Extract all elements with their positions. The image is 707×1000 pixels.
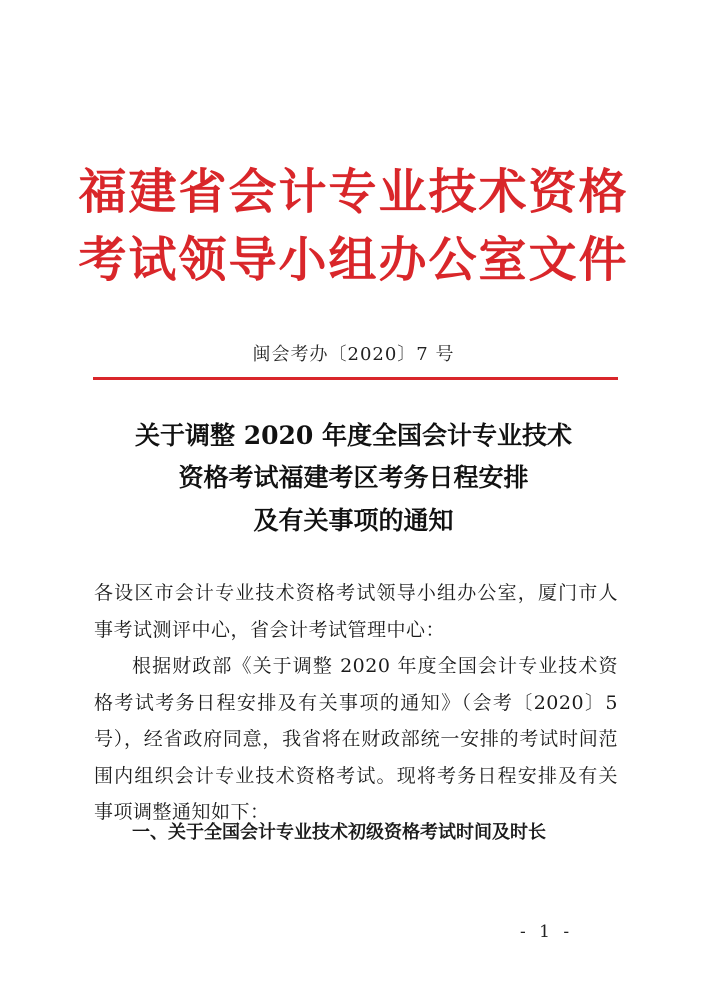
body-paragraph-1-text: 根据财政部《关于调整 2020 年度全国会计专业技术资格考试考务日程安排及有关事项的通知》（会考〔2020〕5 号），经省政府同意，我省将在财政部统一安排的考试时间范围内组织会计专业技术资格考试。现将考务日程安排及有关事项调整通知如下： [94, 655, 618, 823]
subject-line-2: 资格考试福建考区考务日程安排 [178, 463, 529, 492]
document-header-line-2: 考试领导小组办公室文件 [78, 232, 629, 288]
subject-line-1: 关于调整 2020 年度全国会计专业技术 [135, 421, 572, 450]
body-paragraph-1 [94, 648, 618, 831]
red-divider-line [93, 377, 618, 380]
addressee-paragraph [94, 575, 618, 648]
page-number: - 1 - [520, 922, 574, 942]
document-header-line-1: 福建省会计专业技术资格 [78, 164, 629, 220]
document-number: 闽会考办〔2020〕7 号 [252, 344, 455, 365]
addressee-text: 各设区市会计专业技术资格考试领导小组办公室，厦门市人事考试测评中心，省会计考试管理中心： [94, 582, 618, 641]
section-1-heading: 一、关于全国会计专业技术初级资格考试时间及时长 [132, 822, 546, 843]
subject-line-3: 及有关事项的通知 [253, 506, 454, 535]
